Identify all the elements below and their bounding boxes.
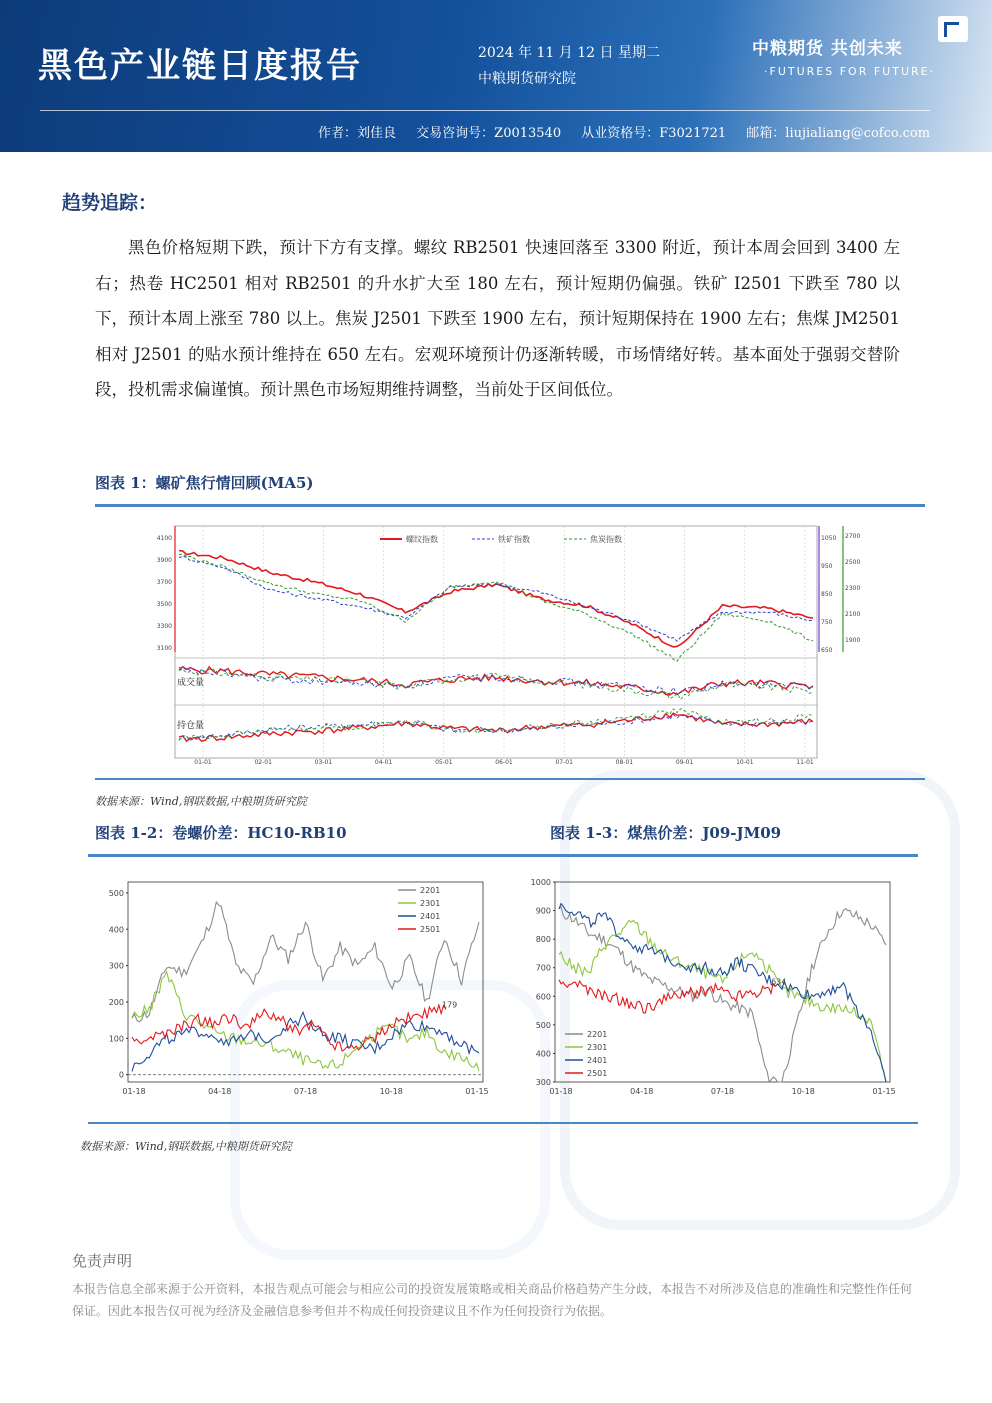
y-tick-label: 1000 xyxy=(530,878,551,887)
figure2-3-rule xyxy=(88,854,918,857)
y3-tick-label: 2500 xyxy=(845,559,861,566)
legend-label: 2301 xyxy=(587,1043,608,1052)
figure3-chart xyxy=(525,872,895,1112)
x-tick-label: 10-01 xyxy=(736,759,754,766)
logo-icon xyxy=(938,16,968,42)
header-divider xyxy=(40,110,930,111)
figure2-title: 图表 1-2：卷螺价差：HC10-RB10 xyxy=(95,824,347,842)
y2-tick-label: 850 xyxy=(821,591,833,598)
legend-label: 2401 xyxy=(587,1056,608,1065)
x-tick-label: 07-18 xyxy=(710,1087,735,1096)
y-tick-label: 400 xyxy=(108,925,124,935)
y-tick-label: 500 xyxy=(535,1020,551,1030)
y-tick-label: 3300 xyxy=(156,623,172,630)
figure1-rule xyxy=(95,504,925,507)
brand-block xyxy=(752,34,935,78)
x-tick-label: 05-01 xyxy=(435,759,453,766)
x-tick-label: 01-01 xyxy=(194,759,212,766)
y-tick-label: 3900 xyxy=(156,557,172,564)
trend-paragraph: 黑色价格短期下跌，预计下方有支撑。螺纹 RB2501 快速回落至 3300 附近，预计本周会回到 3400 左右；热卷 HC2501 相对 RB2501 的升水扩大至 180 左右，预计短期仍偏强。铁矿 I2501 下跌至 780 以下，预计本周上涨至 780 以上。焦炭 J2501 下跌至 1900 左右，预计短期保持在 1900 左右；焦煤 JM2501 相对 J2501 的贴水预计维持在 650 左右。宏观环境预计仍逐渐转暖，市场情绪好转。基本面处于强弱交替阶段，投机需求偏谨慎。预计黑色市场短期维持调整，当前处于区间低位。 xyxy=(95,238,900,399)
y-tick-label: 0 xyxy=(118,1070,124,1080)
figure2-3-bottom-rule xyxy=(88,1122,918,1124)
legend-label: 焦炭指数 xyxy=(590,535,622,544)
x-tick-label: 01-18 xyxy=(122,1087,146,1096)
brand-tagline: ·FUTURES FOR FUTURE· xyxy=(764,65,936,78)
legend-label: 2501 xyxy=(587,1069,608,1078)
legend-label: 螺纹指数 xyxy=(406,535,438,544)
open-interest-panel-label: 持仓量 xyxy=(177,721,205,731)
series-line-2201 xyxy=(559,907,886,1082)
x-tick-label: 10-18 xyxy=(379,1087,403,1096)
y2-tick-label: 750 xyxy=(821,619,833,626)
figure1-title: 图表 1：螺矿焦行情回顾(MA5) xyxy=(95,474,314,492)
legend-label: 2301 xyxy=(420,899,441,908)
section-title: 趋势追踪： xyxy=(62,192,158,214)
y-tick-label: 300 xyxy=(535,1078,551,1087)
y-tick-label: 3700 xyxy=(156,579,172,586)
y-tick-label: 500 xyxy=(108,888,124,898)
x-tick-label: 04-01 xyxy=(374,759,393,766)
x-tick-label: 10-18 xyxy=(791,1087,815,1096)
y3-tick-label: 2300 xyxy=(845,585,861,592)
legend-label: 2501 xyxy=(420,925,441,934)
y-tick-label: 400 xyxy=(535,1049,551,1059)
x-tick-label: 07-18 xyxy=(293,1087,318,1096)
author-line xyxy=(318,122,946,141)
author-name: 作者：刘佳良 xyxy=(318,126,397,141)
series-line-2401 xyxy=(559,904,886,1082)
annotation-label: 634 xyxy=(771,977,787,987)
annotation-label: 179 xyxy=(441,1000,458,1010)
x-tick-label: 06-01 xyxy=(495,759,513,766)
y3-tick-label: 2100 xyxy=(845,611,861,618)
institute-name: 中粮期货研究院 xyxy=(478,71,576,87)
x-tick-label: 01-15 xyxy=(872,1087,896,1096)
y3-tick-label: 1900 xyxy=(845,637,861,644)
y-tick-label: 900 xyxy=(535,906,551,916)
qualification-number: 从业资格号：F3021721 xyxy=(581,126,727,141)
report-header xyxy=(0,0,992,152)
figure1-chart xyxy=(145,520,861,766)
consult-number: 交易咨询号：Z0013540 xyxy=(416,126,562,141)
disclaimer-text: 本报告信息全部来源于公开资料，本报告观点可能会与相应公司的投资发展策略或相关商品价格趋势产生分歧，本报告不对所涉及信息的准确性和完整性作任何保证。因此本报告仅可视为经济及金融信息参考但并不构成任何投资建议且不作为任何投资行为依据。 xyxy=(72,1282,913,1318)
x-tick-label: 04-18 xyxy=(630,1087,654,1096)
series-line-2501 xyxy=(559,980,775,1013)
x-tick-label: 08-01 xyxy=(615,759,634,766)
x-tick-label: 04-18 xyxy=(208,1087,232,1096)
report-date: 2024 年 11 月 12 日 星期二 xyxy=(478,45,660,61)
volume-panel-label: 成交量 xyxy=(177,678,205,688)
x-tick-label: 01-18 xyxy=(549,1087,573,1096)
figure3-title: 图表 1-3：煤焦价差：J09-JM09 xyxy=(550,824,782,842)
x-tick-label: 01-15 xyxy=(465,1087,489,1096)
y-tick-label: 200 xyxy=(108,998,124,1007)
x-tick-label: 11-01 xyxy=(796,759,814,766)
y-tick-label: 600 xyxy=(535,992,551,1002)
y2-tick-label: 1050 xyxy=(821,535,837,542)
y-tick-label: 3100 xyxy=(156,645,172,652)
y-tick-label: 4100 xyxy=(156,535,172,542)
series-line-2501 xyxy=(132,1005,446,1051)
y2-tick-label: 950 xyxy=(821,563,833,570)
y-tick-label: 700 xyxy=(535,963,551,973)
x-tick-label: 02-01 xyxy=(254,759,272,766)
y2-tick-label: 650 xyxy=(821,647,833,654)
legend-label: 2201 xyxy=(587,1030,608,1039)
disclaimer-title: 免责声明 xyxy=(72,1252,133,1270)
figure1-source: 数据来源：Wind,钢联数据,中粮期货研究院 xyxy=(95,795,307,808)
y-tick-label: 3500 xyxy=(156,601,172,608)
x-tick-label: 09-01 xyxy=(675,759,694,766)
x-tick-label: 07-01 xyxy=(555,759,573,766)
report-title: 黑色产业链日度报告 xyxy=(38,46,362,86)
y3-tick-label: 2700 xyxy=(845,533,861,540)
legend-label: 2201 xyxy=(420,886,441,895)
y-tick-label: 800 xyxy=(535,935,551,945)
brand-slogan: 中粮期货 共创未来 xyxy=(752,39,903,59)
y-tick-label: 300 xyxy=(108,961,124,971)
figure2-3-source: 数据来源：Wind,钢联数据,中粮期货研究院 xyxy=(80,1140,292,1153)
y-tick-label: 100 xyxy=(108,1034,124,1044)
figure1-bottom-rule xyxy=(95,778,925,780)
author-email[interactable]: 邮箱：liujialiang@cofco.com xyxy=(746,126,931,141)
legend-label: 2401 xyxy=(420,912,441,921)
x-tick-label: 03-01 xyxy=(314,759,333,766)
figure2-chart xyxy=(98,872,488,1112)
legend-label: 铁矿指数 xyxy=(498,535,530,544)
